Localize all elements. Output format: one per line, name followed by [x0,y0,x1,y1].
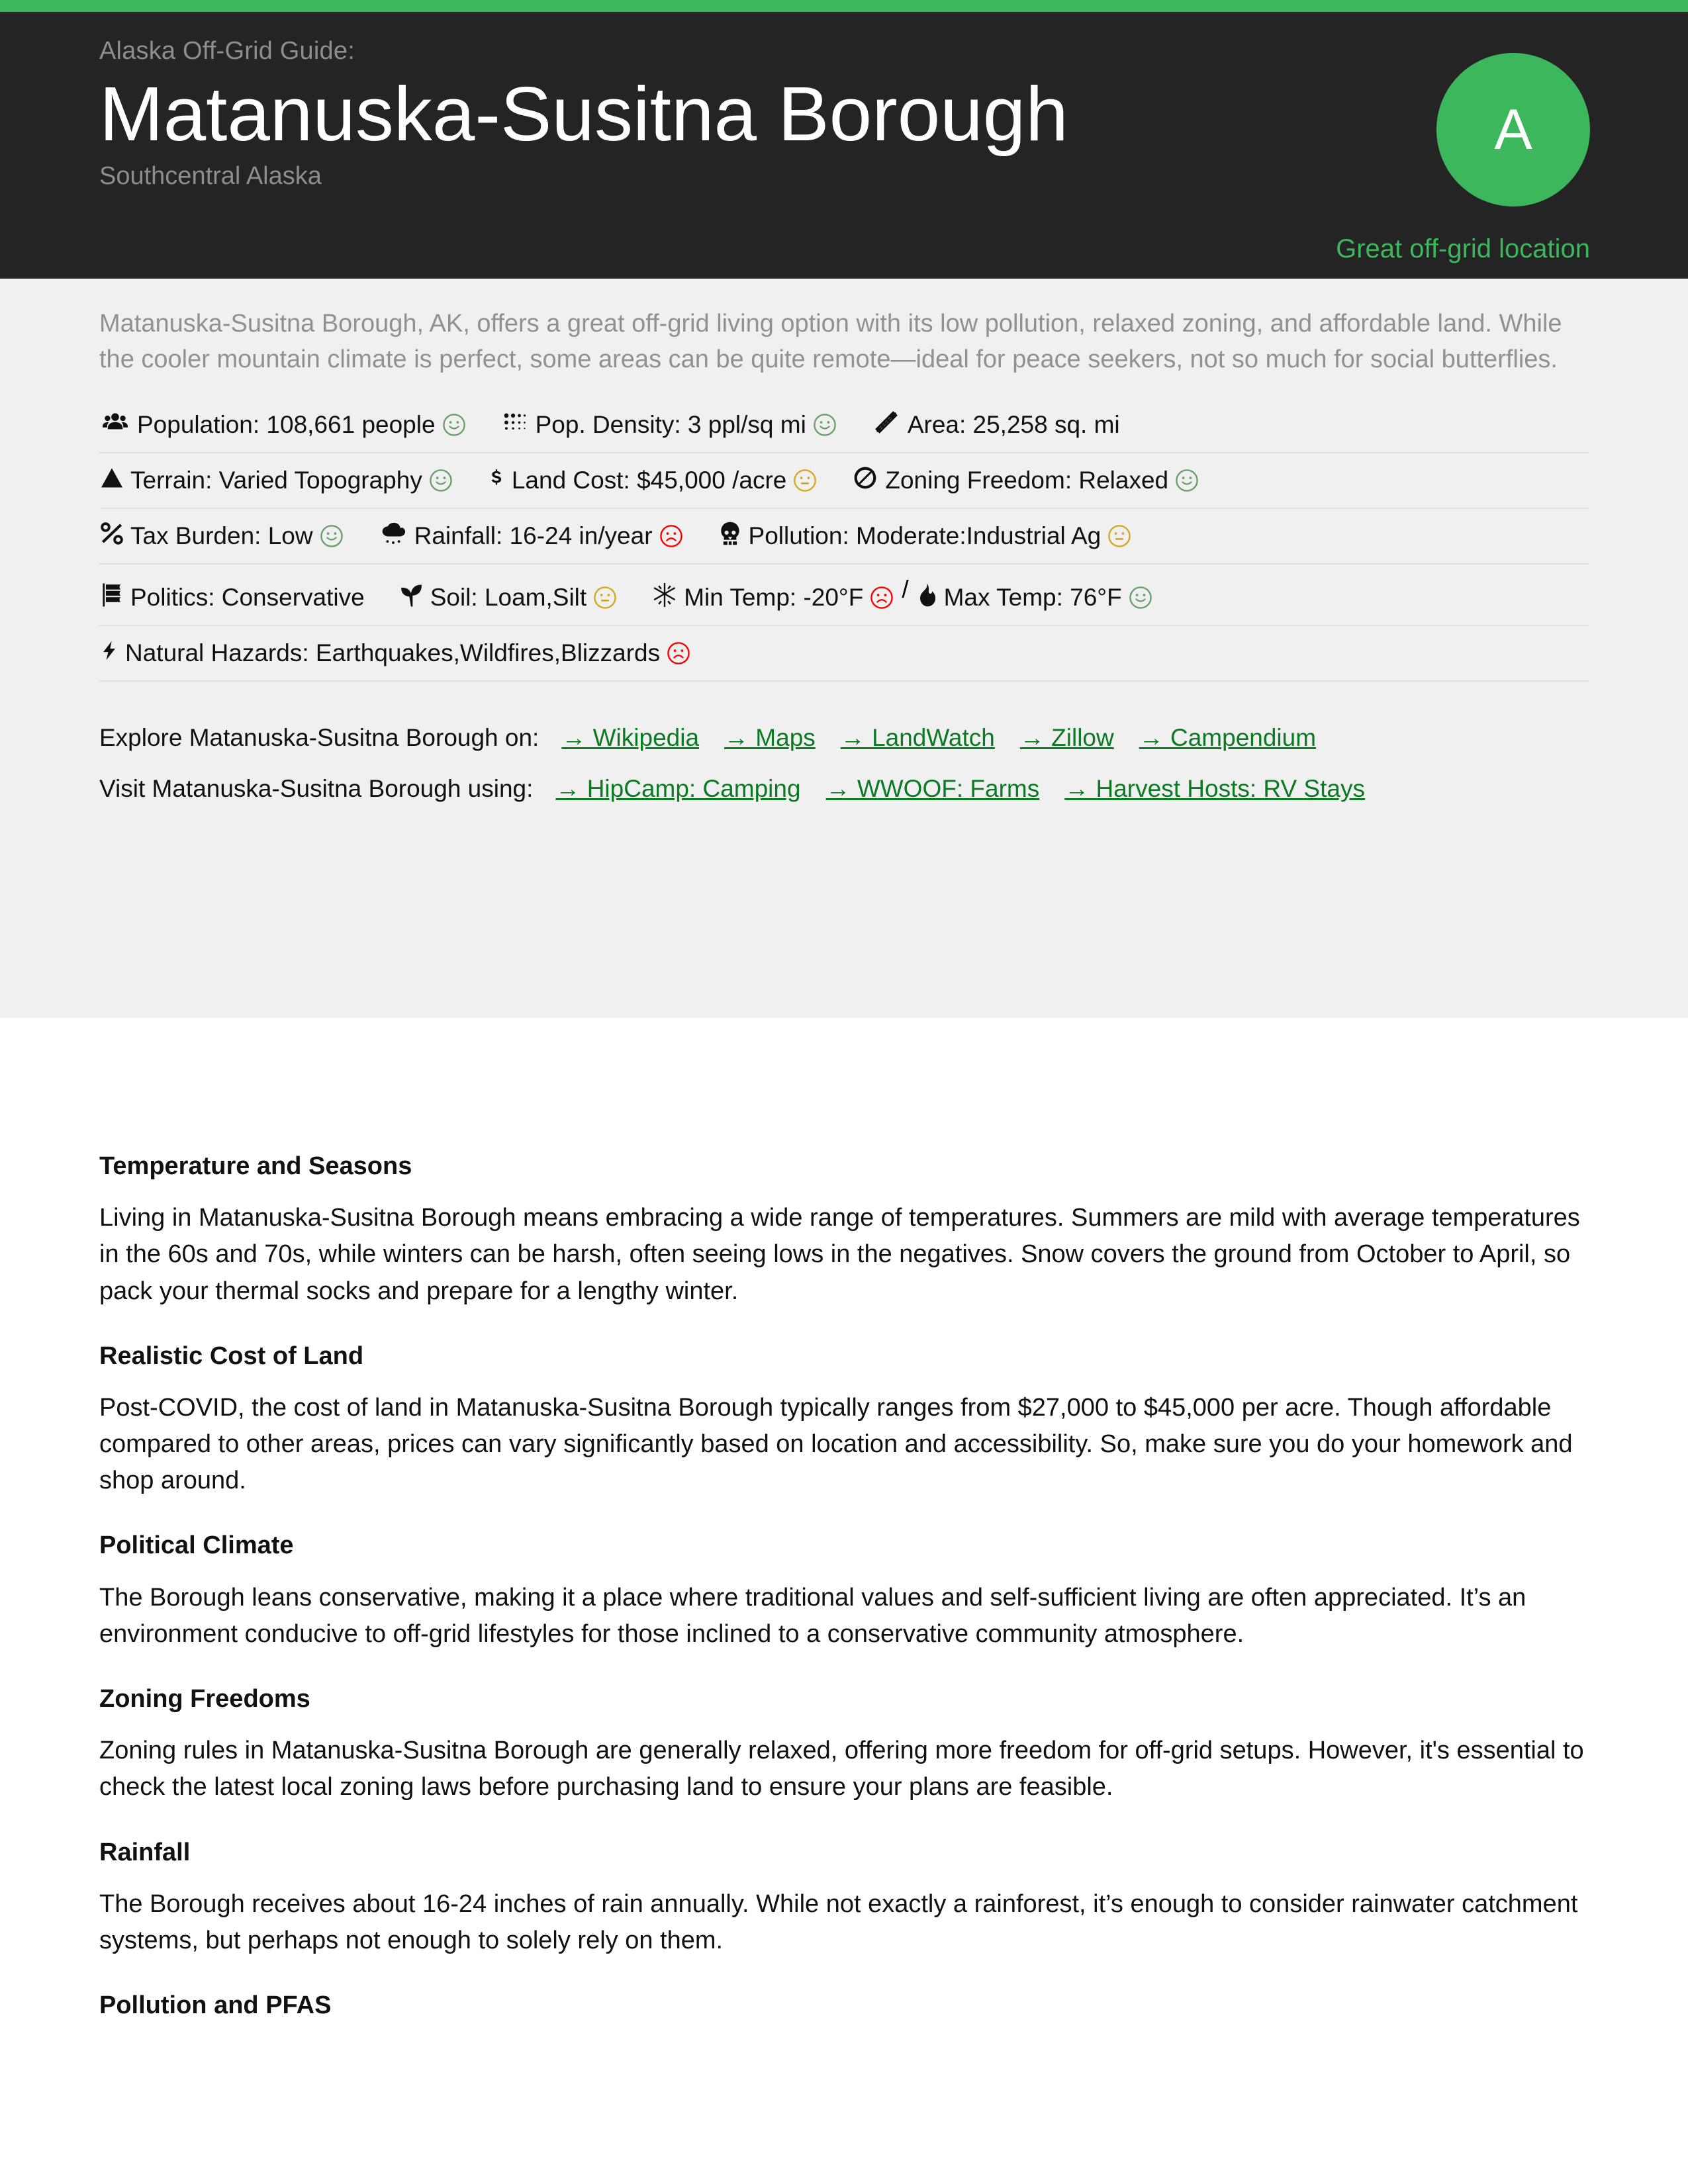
summary-text: Matanuska-Susitna Borough, AK, offers a great off-grid living option with its low pollution, relaxed zoning, and affordable land. While the cooler mountain climate is perfect, some areas can be quite remote—ideal for peace seekers, not so much for social butterflies. [99,310,1562,373]
stat-label: Min Temp: -20°F [684,584,864,612]
stat-row [99,626,1589,682]
explore-link[interactable]: → Campendium [1139,724,1317,752]
header-subtitle: Southcentral Alaska [99,162,322,191]
section-paragraph: Zoning rules in Matanuska-Susitna Borough are generally relaxed, offering more freedom for off-grid setups. However, it's essential to check the latest local zoning laws before purchasing land to ensure your plans are feasible. [99,1737,1584,1801]
stat-item [99,465,453,496]
grade-badge [1436,53,1590,206]
stat-row [99,453,1589,509]
stat-label: Zoning Freedom: Relaxed [885,467,1169,494]
rating-face-happy-icon [320,524,344,548]
explore-link[interactable]: → LandWatch [840,724,995,752]
users-icon [99,410,131,435]
rating-face-happy-icon [1129,586,1152,610]
section-paragraph: Living in Matanuska-Susitna Borough means embracing a wide range of temperatures. Summers are mild with average temperatures in the 60s and 70s, while winters can be harsh, often seeing lows in the negatives. Snow covers the ground from October to April, so pack your thermal socks and prepare for a lengthy winter. [99,1204,1580,1305]
visit-link[interactable]: → WWOOF: Farms [825,775,1040,803]
rating-face-happy-icon [442,413,466,437]
dollar-icon [487,465,506,490]
rating-face-happy-icon [429,469,453,492]
stat-item [378,520,683,552]
bolt-icon [99,638,119,663]
grade-badge-letter: A [1494,98,1532,161]
top-accent-bar [0,0,1688,12]
rating-face-sad-icon [870,586,894,610]
page-title: Matanuska-Susitna Borough [99,70,1068,157]
stat-row [99,565,1589,626]
stat-label: Soil: Loam,Silt [430,584,587,612]
explore-link[interactable]: → Wikipedia [561,724,700,752]
section-paragraph: The Borough receives about 16-24 inches of rain annually. While not exactly a rainforest, it’s enough to consider rainwater catchment systems, but perhaps not enough to solely rely on them. [99,1889,1578,1954]
stat-item [99,409,466,441]
explore-link[interactable]: → Zillow [1019,724,1114,752]
explore-links-row [99,717,1582,758]
rating-face-neutral-icon [793,469,817,492]
section-paragraph: The Borough leans conservative, making it a place where traditional values and self-sufficient living are often appreciated. It’s an environment conducive to off-grid lifestyles for those inclined to a conservative community atmosphere. [99,1583,1526,1648]
stat-label: Area: 25,258 sq. mi [907,410,1120,438]
section-heading: Rainfall [99,1838,191,1866]
stat-row [99,398,1589,453]
stat-item [99,582,365,614]
visit-links-row [99,768,1582,809]
percent-icon [99,521,124,546]
stat-label: Politics: Conservative [130,584,365,612]
stat-item [99,520,344,552]
rating-caption: Great off-grid location [1336,234,1590,263]
stat-label: Population: 108,661 people [137,410,436,438]
section-heading: Realistic Cost of Land [99,1342,364,1370]
rating-face-happy-icon [813,413,837,437]
stat-label: Rainfall: 16-24 in/year [414,522,653,550]
explore-link[interactable]: → Maps [724,724,816,752]
stat-item [500,409,837,441]
rating-face-happy-icon [1175,469,1199,492]
section-heading: Pollution and PFAS [99,1991,332,2020]
density-dots-icon [500,410,530,435]
snowflake-icon [651,582,678,608]
ban-icon [851,465,879,490]
stat-separator: / [902,576,909,604]
stat-label: Natural Hazards: Earthquakes,Wildfires,Blizzards [125,639,661,667]
rain-cloud-icon [378,521,408,546]
stat-label: Pop. Density: 3 ppl/sq mi [535,410,806,438]
stat-item [487,465,818,496]
stat-item [914,582,1152,614]
visit-link[interactable]: → Harvest Hosts: RV Stays [1064,775,1365,803]
page-header [0,12,1688,279]
rating-face-sad-icon [667,641,690,665]
section-heading: Political Climate [99,1531,294,1560]
stat-item [399,582,618,614]
stat-label: Max Temp: 76°F [943,584,1122,612]
visit-links-label: Visit Matanuska-Susitna Borough using: [99,775,534,803]
rating-face-neutral-icon [593,586,617,610]
flag-icon [99,582,124,608]
ruler-icon [871,410,902,435]
stat-item [99,637,690,669]
header-eyebrow: Alaska Off-Grid Guide: [99,37,355,65]
stat-label: Tax Burden: Low [130,522,313,550]
stat-label: Pollution: Moderate:Industrial Ag [748,522,1102,550]
stat-label: Terrain: Varied Topography [130,467,422,494]
section-heading: Zoning Freedoms [99,1684,310,1713]
stat-item [871,409,1120,441]
seedling-icon [399,582,424,608]
article-body [0,1018,1688,2022]
fire-icon [914,582,938,608]
stat-item [851,465,1199,496]
section-paragraph: Post-COVID, the cost of land in Matanuska-Susitna Borough typically ranges from $27,000 to $45,000 per acre. Though affordable compared to other areas, prices can vary significantly based on location and accessibility. So, make sure you do your homework and shop around. [99,1394,1573,1495]
article-top-spacer [99,1018,1589,1150]
stat-item [651,582,894,614]
rating-face-neutral-icon [1107,524,1131,548]
stat-item [718,520,1132,552]
stat-label: Land Cost: $45,000 /acre [511,467,787,494]
links-section [99,682,1582,809]
skull-icon [718,521,743,546]
explore-links-label: Explore Matanuska-Susitna Borough on: [99,724,539,752]
summary-panel [0,279,1688,1018]
stats-table [99,398,1589,682]
stat-row [99,509,1589,565]
mountain-icon [99,465,124,490]
rating-face-sad-icon [659,524,683,548]
section-heading: Temperature and Seasons [99,1152,412,1180]
visit-link[interactable]: → HipCamp: Camping [555,775,801,803]
